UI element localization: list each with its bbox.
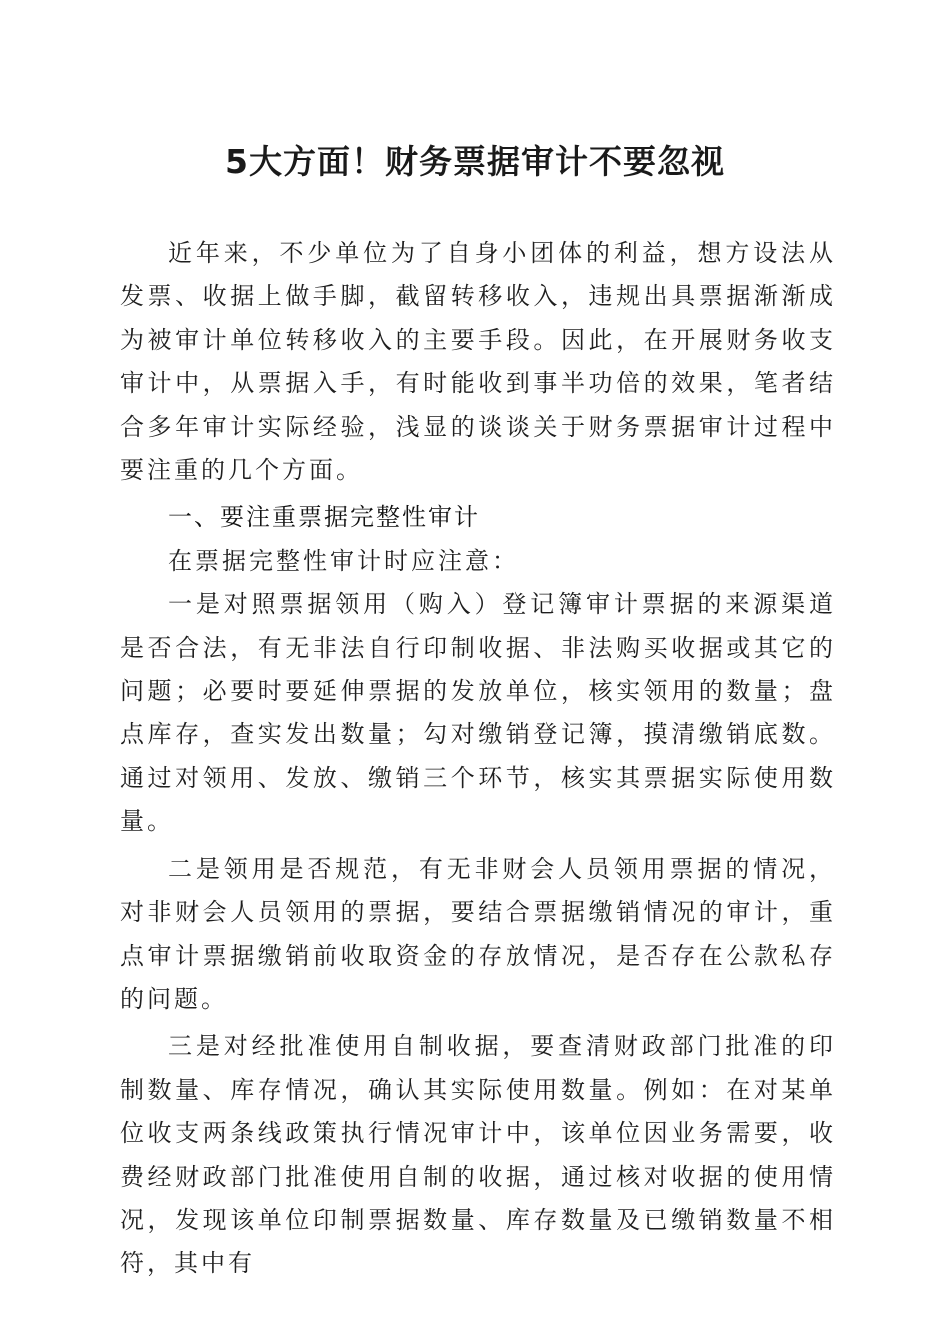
section-heading: 一、要注重票据完整性审计 (168, 503, 480, 532)
intro-paragraph: 近年来，不少单位为了自身小团体的利益，想方设法从发票、收据上做手脚，截留转移收入，违规出具票据渐渐成为被审计单位转移收入的主要手段。因此，在开展财务收支审计中，从票据入手，有时能收到事半功倍的效果，笔者结合多年审计实际经验，浅显的谈谈关于财务票据审计过程中要注重的几个方面。 (120, 239, 836, 485)
document-title: 5大方面！财务票据审计不要忽视 (225, 142, 725, 181)
point-one-paragraph: 一是对照票据领用（购入）登记簿审计票据的来源渠道是否合法，有无非法自行印制收据、非法购买收据或其它的问题；必要时要延伸票据的发放单位，核实领用的数量；盘点库存，查实发出数量；勾对缴销登记簿，摸清缴销底数。通过对领用、发放、缴销三个环节，核实其票据实际使用数量。 (120, 590, 836, 836)
point-two-paragraph: 二是领用是否规范，有无非财会人员领用票据的情况，对非财会人员领用的票据，要结合票据缴销情况的审计，重点审计票据缴销前收取资金的存放情况，是否存在公款私存的问题。 (120, 854, 836, 1013)
point-three-paragraph: 三是对经批准使用自制收据，要查清财政部门批准的印制数量、库存情况，确认其实际使用数量。例如：在对某单位收支两条线政策执行情况审计中，该单位因业务需要，收费经财政部门批准使用自制的收据，通过核对收据的使用情况，发现该单位印制票据数量、库存数量及已缴销数量不相符，其中有 (120, 1032, 836, 1278)
document-body (120, 232, 836, 1286)
section-lead-paragraph: 在票据完整性审计时应注意： (168, 546, 519, 575)
